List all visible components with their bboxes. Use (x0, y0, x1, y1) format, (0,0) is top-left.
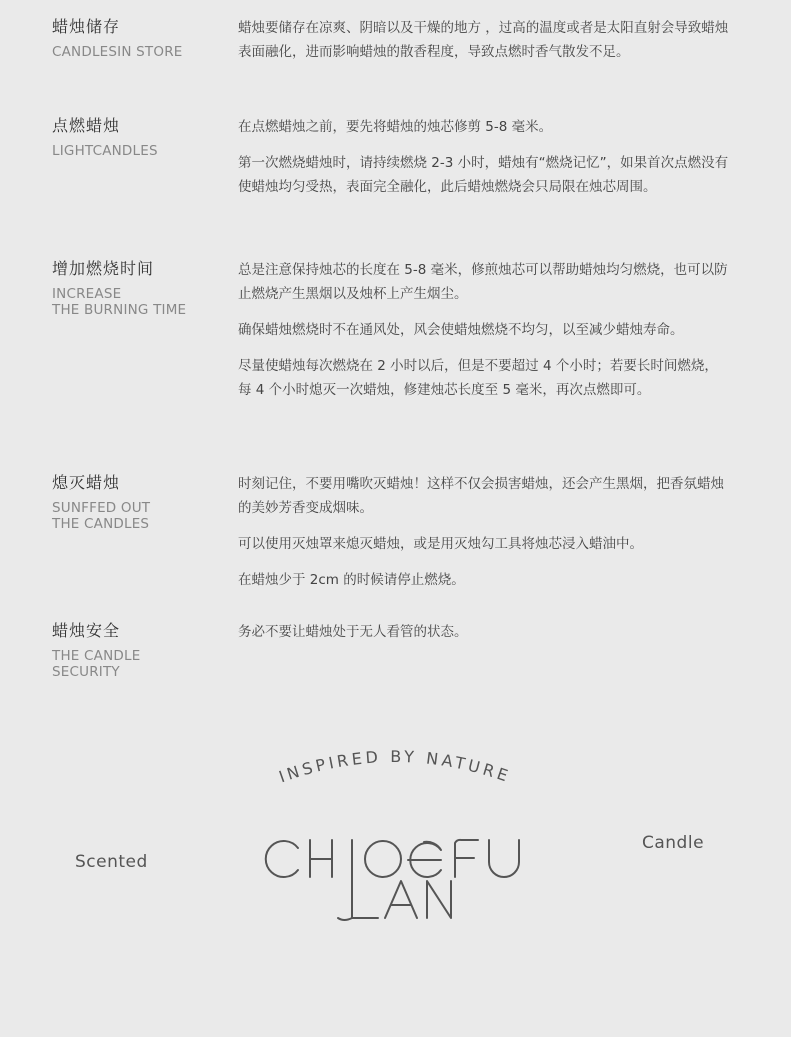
paragraph: 蜡烛要储存在凉爽、阴暗以及干燥的地方 ，过高的温度或者是太阳直射会导致蜡烛表面融化，进而影响蜡烛的散香程度，导致点燃时香气散发不足。 (238, 20, 729, 60)
section-body (238, 620, 730, 656)
section-title-zh: 蜡烛储存 (52, 17, 121, 36)
title-en-line: SECURITY (52, 664, 120, 680)
section-title-zh: 点燃蜡烛 (52, 116, 121, 135)
section-heading (52, 472, 222, 532)
section-title-en (52, 44, 222, 60)
paragraph: 在蜡烛少于 2cm 的时候请停止燃烧。 (238, 572, 465, 588)
section-heading (52, 620, 222, 680)
brand-logo-area (0, 740, 791, 1000)
paragraph: 务必不要让蜡烛处于无人看管的状态。 (238, 624, 468, 640)
paragraph: 尽量使蜡烛每次燃烧在 2 小时以后，但是不要超过 4 个小时；若要长时间燃烧，每 4 个小时熄灭一次蜡烛，修建烛芯长度至 5 毫米，再次点燃即可。 (238, 358, 718, 398)
section-body (238, 16, 730, 76)
section-title-en (52, 286, 222, 318)
brand-tagline: INSPIRED BY NATURE (276, 746, 514, 787)
title-en-line: THE BURNING TIME (52, 302, 187, 318)
title-en-line: LIGHTCANDLES (52, 143, 158, 159)
paragraph: 时刻记住，不要用嘴吹灭蜡烛！这样不仅会损害蜡烛，还会产生黑烟，把香氛蜡烛的美妙芳香变成烟味。 (238, 476, 724, 516)
section-body (238, 258, 730, 414)
paragraph: 总是注意保持烛芯的长度在 5-8 毫米，修煎烛芯可以帮助蜡烛均匀燃烧，也可以防止燃烧产生黑烟以及烛杯上产生烟尘。 (238, 262, 728, 302)
paragraph: 可以使用灭烛罩来熄灭蜡烛，或是用灭烛勾工具将烛芯浸入蜡油中。 (238, 536, 643, 552)
section-title-zh: 熄灭蜡烛 (52, 473, 121, 492)
section-title-zh: 增加燃烧时间 (52, 259, 155, 278)
brand-right-word: Candle (642, 833, 705, 853)
title-en-line: SUNFFED OUT (52, 500, 151, 516)
section-body (238, 115, 730, 211)
title-en-line: INCREASE (52, 286, 122, 302)
section-heading (52, 16, 222, 60)
section-heading (52, 115, 222, 159)
section-title-zh: 蜡烛安全 (52, 621, 121, 640)
brand-wordmark (266, 840, 519, 920)
paragraph: 确保蜡烛燃烧时不在通风处，风会使蜡烛燃烧不均匀，以至减少蜡烛寿命。 (238, 322, 684, 338)
paragraph: 在点燃蜡烛之前，要先将蜡烛的烛芯修剪 5-8 毫米。 (238, 119, 553, 135)
section-title-en (52, 143, 222, 159)
title-en-line: THE CANDLES (52, 516, 150, 532)
paragraph: 第一次燃烧蜡烛时，请持续燃烧 2-3 小时，蜡烛有“燃烧记忆”，如果首次点燃没有使蜡烛均匀受热，表面完全融化，此后蜡烛燃烧会只局限在烛芯周围。 (238, 155, 729, 195)
title-en-line: CANDLESIN STORE (52, 44, 183, 60)
section-title-en (52, 500, 222, 532)
title-en-line: THE CANDLE (52, 648, 141, 664)
section-body (238, 472, 730, 604)
section-title-en (52, 648, 222, 680)
brand-left-word: Scented (75, 852, 148, 872)
section-heading (52, 258, 222, 318)
